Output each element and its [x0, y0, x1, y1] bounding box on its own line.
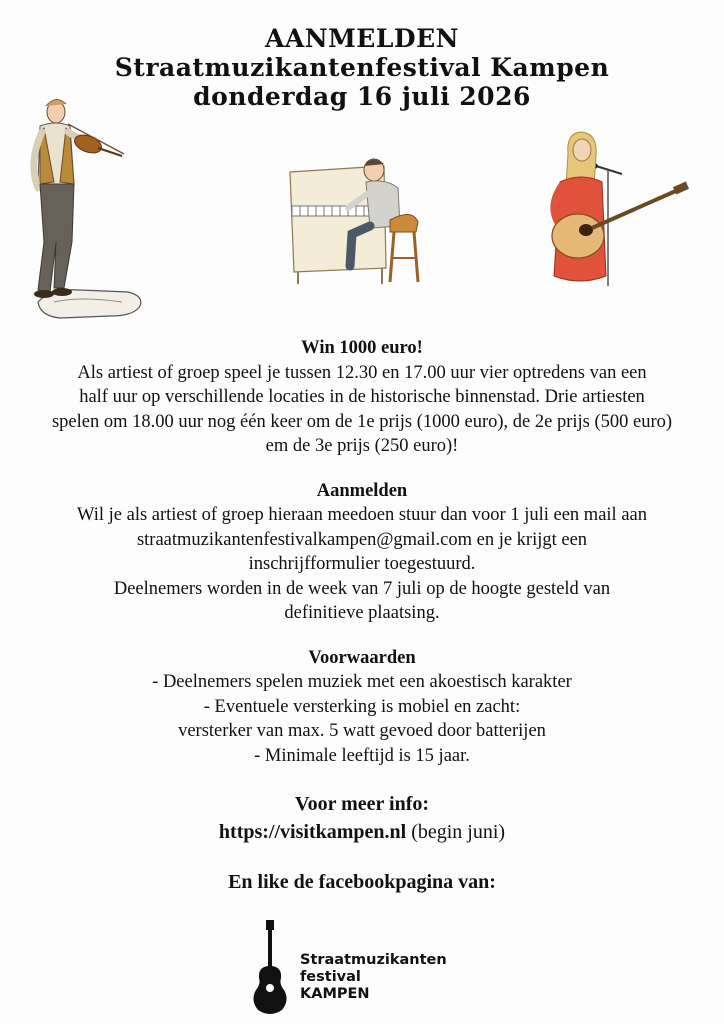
- section-voorwaarden-line: - Minimale leeftijd is 15 jaar.: [254, 745, 470, 766]
- section-aanmelden-line: straatmuzikantenfestivalkampen@gmail.com en je krijgt een: [136, 529, 588, 550]
- section-aanmelden-title: Aanmelden: [316, 480, 408, 501]
- section-aanmelden-line: definitieve plaatsing.: [284, 603, 440, 623]
- info-note: (begin juni): [406, 821, 506, 843]
- section-win-line: Als artiest of groep speel je tussen 12.30 en 17.00 uur vier optredens van een: [77, 362, 647, 383]
- logo-text: [300, 952, 447, 1003]
- spacer: [20, 459, 704, 479]
- spacer: [20, 626, 704, 646]
- section-aanmelden-line: Wil je als artiest of groep hieraan meedoen stuur dan voor 1 juli een mail aan: [77, 505, 647, 525]
- info-title: Voor meer info:: [294, 793, 430, 815]
- section-win-line: em de 3e prijs (250 euro)!: [265, 436, 459, 456]
- section-aanmelden-line: inschrijfformulier toegestuurd.: [248, 554, 476, 574]
- header-festival-name: Straatmuzikantenfestival Kampen: [114, 53, 610, 82]
- logo-line: KAMPEN: [300, 986, 370, 1002]
- logo-line: Straatmuzikanten: [300, 952, 447, 968]
- info-line: [20, 818, 704, 846]
- info-url-link[interactable]: https://visitkampen.nl: [218, 821, 407, 843]
- section-aanmelden-line: Deelnemers worden in de week van 7 juli op de hoogte gesteld van: [113, 578, 611, 599]
- guitarist-singer-icon: [536, 126, 696, 294]
- guitar-icon: [248, 918, 292, 1018]
- section-win-line: spelen om 18.00 uur nog één keer om de 1e prijs (1000 euro), de 2e prijs (500 euro): [51, 411, 673, 432]
- section-voorwaarden-title: Voorwaarden: [308, 647, 416, 668]
- section-voorwaarden-line: versterker van max. 5 watt gevoed door batterijen: [178, 721, 546, 741]
- facebook-callout: En like de facebookpagina van:: [228, 871, 496, 893]
- section-win-title: Win 1000 euro!: [301, 338, 423, 358]
- section-voorwaarden-line: - Deelnemers spelen muziek met een akoestisch karakter: [152, 672, 572, 692]
- header-date: donderdag 16 juli 2026: [193, 82, 531, 111]
- section-voorwaarden-line: - Eventuele versterking is mobiel en zacht:: [203, 696, 521, 717]
- pianist-icon: [286, 148, 446, 290]
- section-win-line: half uur op verschillende locaties in de historische binnenstad. Drie artiesten: [79, 387, 645, 407]
- festival-logo: [244, 918, 484, 1018]
- violinist-icon: [10, 92, 150, 328]
- header-title: AANMELDEN: [264, 24, 460, 53]
- logo-line: festival: [300, 969, 361, 985]
- poster-body: [20, 336, 704, 896]
